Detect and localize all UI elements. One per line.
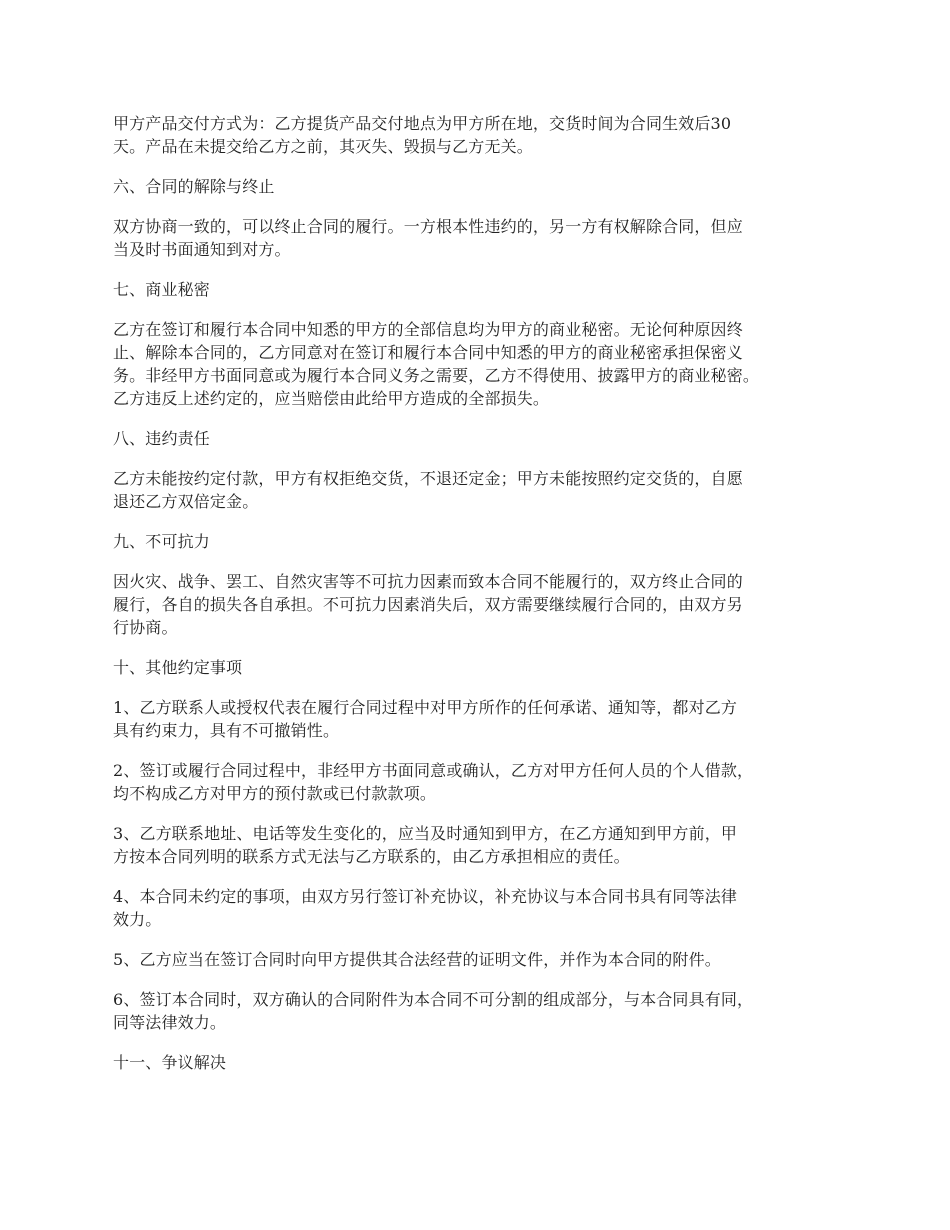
heading-trade-secrets: 七、商业秘密 [113,280,210,299]
heading-other-terms: 十、其他约定事项 [113,658,243,677]
heading-dispute-resolution: 十一、争议解决 [113,1053,227,1072]
heading-termination: 六、合同的解除与终止 [113,177,275,196]
paragraph-other-term-3: 3、乙方联系地址、电话等发生变化的，应当及时通知到甲方，在乙方通知到甲方前，甲 方按本合同列明的联系方式无法与乙方联系的，由乙方承担相应的责任。 [113,824,738,866]
paragraph-trade-secrets: 乙方在签订和履行本合同中知悉的甲方的全部信息均为甲方的商业秘密。无论何种原因终 止、解除本合同的，乙方同意对在签订和履行本合同中知悉的甲方的商业秘密承担保密义 务。非经甲方书面同意或为履行本合同义务之需要，乙方不得使用、披露甲方的商业秘密。 乙方违反上述约定的，应当赔偿由此给甲方造成的全部损失。 [113,320,760,408]
paragraph-delivery-method: 甲方产品交付方式为：乙方提货产品交付地点为甲方所在地，交货时间为合同生效后30 天。产品在未提交给乙方之前，其灭失、毁损与乙方无关。 [113,114,732,156]
paragraph-termination: 双方协商一致的，可以终止合同的履行。一方根本性违约的，另一方有权解除合同，但应 当及时书面通知到对方。 [113,217,743,259]
paragraph-other-term-4: 4、本合同未约定的事项，由双方另行签订补充协议，补充协议与本合同书具有同等法律 效力。 [113,887,738,929]
heading-liability: 八、违约责任 [113,429,210,448]
paragraph-liability: 乙方未能按约定付款，甲方有权拒绝交货，不退还定金；甲方未能按照约定交货的，自愿 退还乙方双倍定金。 [113,469,743,511]
paragraph-other-term-5: 5、乙方应当在签订合同时向甲方提供其合法经营的证明文件，并作为本合同的附件。 [113,950,721,969]
document-page [113,112,843,1091]
paragraph-other-term-1: 1、乙方联系人或授权代表在履行合同过程中对甲方所作的任何承诺、通知等，都对乙方 具有约束力，具有不可撤销性。 [113,698,738,740]
paragraph-other-term-6: 6、签订本合同时，双方确认的合同附件为本合同不可分割的组成部分，与本合同具有同， 同等法律效力。 [113,990,754,1032]
paragraph-force-majeure: 因火灾、战争、罢工、自然灾害等不可抗力因素而致本合同不能履行的，双方终止合同的 履行，各自的损失各自承担。不可抗力因素消失后，双方需要继续履行合同的，由双方另 行协商。 [113,572,743,637]
heading-force-majeure: 九、不可抗力 [113,532,210,551]
paragraph-other-term-2: 2、签订或履行合同过程中，非经甲方书面同意或确认，乙方对甲方任何人员的个人借款， 均不构成乙方对甲方的预付款或已付款款项。 [113,761,754,803]
